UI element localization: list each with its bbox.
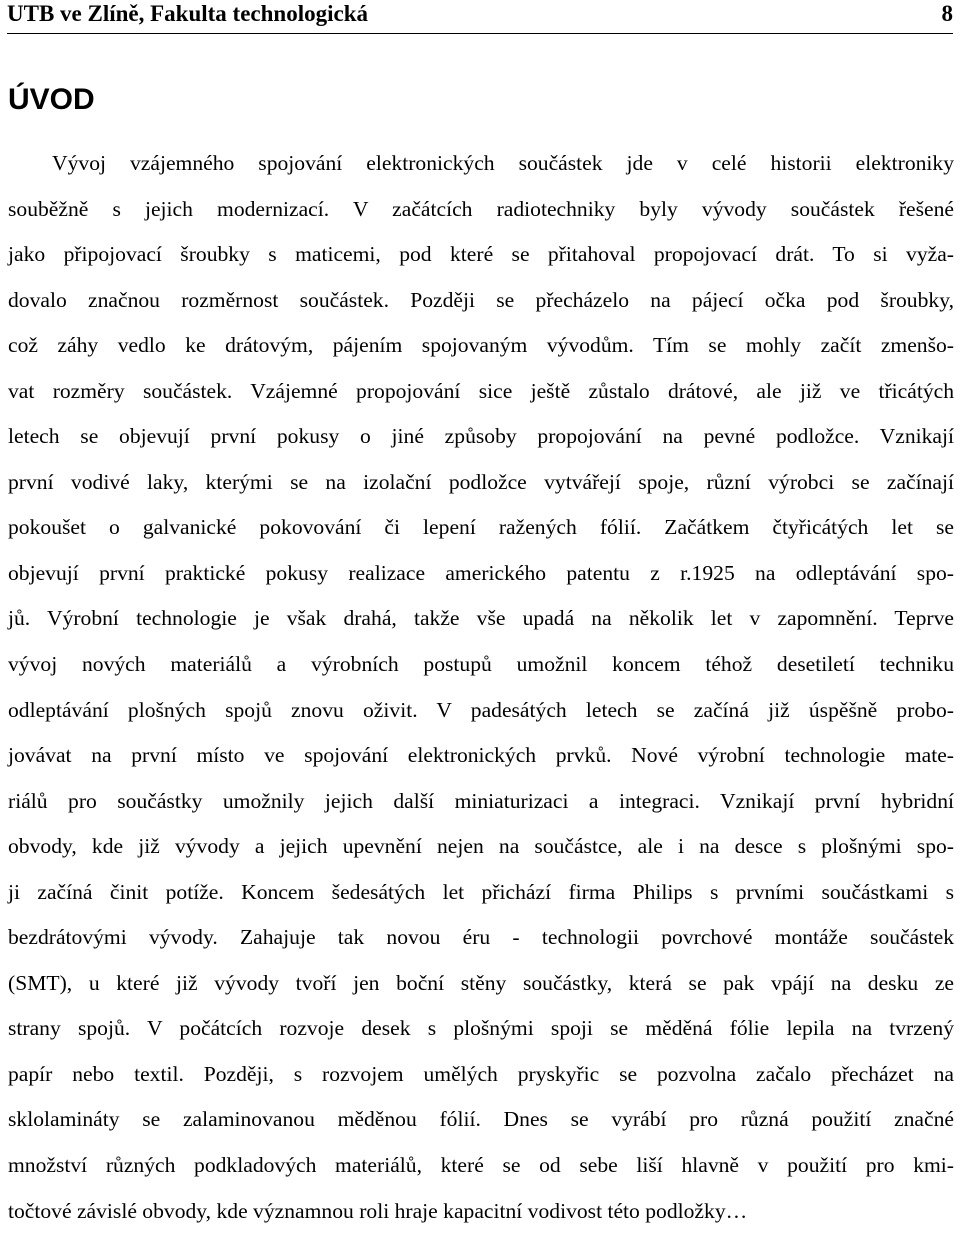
body-paragraph — [8, 141, 954, 1234]
text-line: bezdrátovými vývody. Zahajuje tak novou éru - technologii povrchové montáže součástek — [8, 925, 954, 950]
text-line: papír nebo textil. Později, s rozvojem umělých pryskyřic se pozvolna začalo přecházet na — [8, 1061, 954, 1086]
chapter-title: ÚVOD — [8, 83, 95, 116]
text-line: souběžně s jejich modernizací. V začátcích radiotechniky byly vývody součástek řešené — [8, 196, 954, 221]
header-title: UTB ve Zlíně, Fakulta technologická — [7, 1, 368, 26]
text-line: ji začíná činit potíže. Koncem šedesátých let přichází firma Philips s prvními součástkami s — [8, 879, 954, 904]
text-line: riálů pro součástky umožnily jejich další miniaturizaci a integraci. Vznikají první hybridní — [8, 788, 954, 813]
text-line: vývoj nových materiálů a výrobních postupů umožnil koncem téhož desetiletí techniku — [8, 652, 954, 677]
text-line: obvody, kde již vývody a jejich upevnění nejen na součástce, ale i na desce s plošnými spo- — [8, 834, 954, 859]
text-line: sklolamináty se zalaminovanou měděnou fólií. Dnes se vyrábí pro různá použití značné — [8, 1107, 954, 1132]
text-line: objevují první praktické pokusy realizace amerického patentu z r.1925 na odleptávání spo- — [8, 560, 954, 585]
text-line: jako připojovací šroubky s maticemi, pod které se přitahoval propojovací drát. To si vyža- — [8, 242, 954, 267]
text-line: Vývoj vzájemného spojování elektronických součástek jde v celé historii elektroniky — [52, 151, 954, 175]
page-header — [7, 0, 953, 34]
text-line: odleptávání plošných spojů znovu oživit. V padesátých letech se začíná již úspěšně probo- — [8, 697, 954, 722]
text-line: množství různých podkladových materiálů, které se od sebe liší hlavně v použití pro kmi- — [8, 1153, 954, 1178]
text-line: pokoušet o galvanické pokovování či lepení ražených fólií. Začátkem čtyřicátých let se — [8, 515, 954, 540]
text-line: což záhy vedlo ke drátovým, pájením spojovaným vývodům. Tím se mohly začít zmenšo- — [8, 333, 954, 358]
text-line: jovávat na první místo ve spojování elektronických prvků. Nové výrobní technologie mate- — [8, 743, 954, 768]
text-line: strany spojů. V počátcích rozvoje desek s plošnými spoji se měděná fólie lepila na tvrzený — [8, 1016, 954, 1041]
page-number: 8 — [941, 1, 953, 26]
text-line: letech se objevují první pokusy o jiné způsoby propojování na pevné podložce. Vznikají — [8, 424, 954, 449]
text-line: točtové závislé obvody, kde významnou roli hraje kapacitní vodivost této podložky… — [8, 1198, 748, 1223]
text-line: (SMT), u které již vývody tvoří jen boční stěny součástky, která se pak vpájí na desku ze — [8, 970, 954, 995]
text-line: vat rozměry součástek. Vzájemné propojování sice ještě zůstalo drátové, ale již ve třicátých — [8, 378, 954, 403]
text-line: jů. Výrobní technologie je však drahá, takže vše upadá na několik let v zapomnění. Teprve — [8, 606, 954, 631]
text-line: dovalo značnou rozměrnost součástek. Později se přecházelo na pájecí očka pod šroubky, — [8, 287, 954, 312]
text-line: první vodivé laky, kterými se na izolační podložce vytvářejí spoje, různí výrobci se začínají — [8, 469, 954, 494]
